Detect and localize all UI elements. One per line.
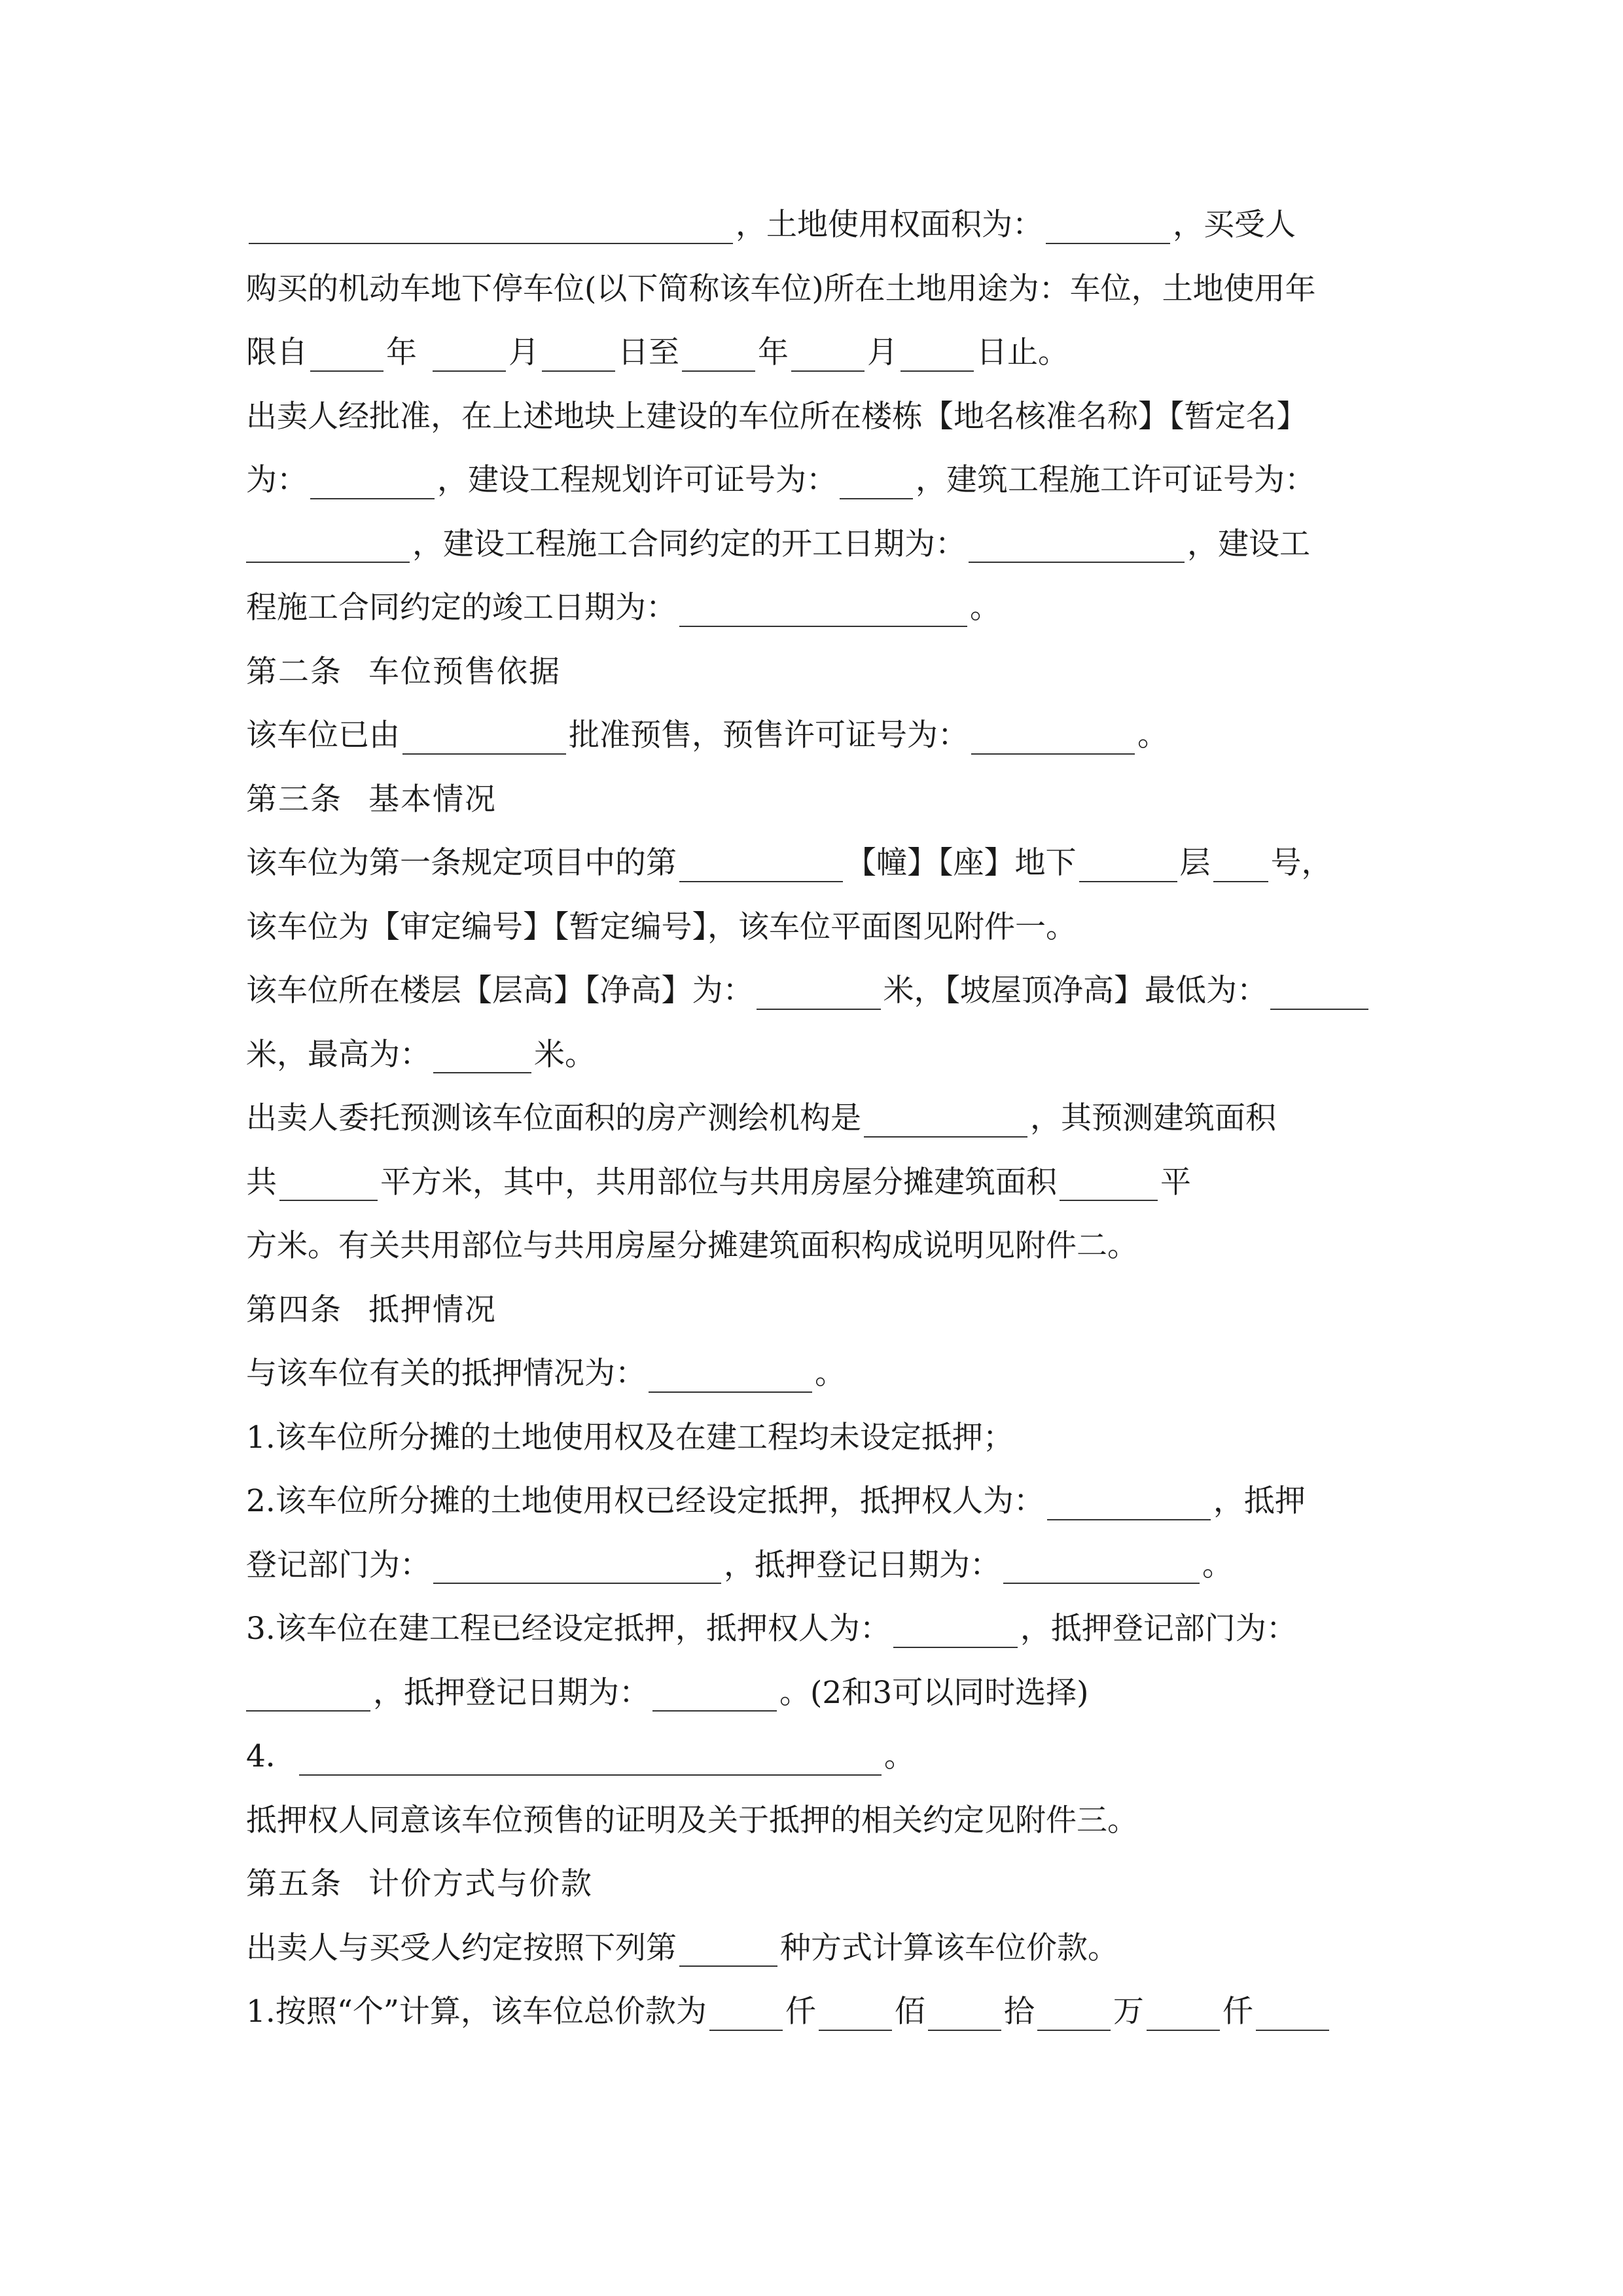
- paragraph-line: [246, 321, 1382, 385]
- paragraph-line: [246, 1469, 1382, 1534]
- fill-blank[interactable]: [1147, 1993, 1220, 2031]
- fill-blank[interactable]: [246, 1674, 370, 1712]
- text-segment: 【幢】【座】地下: [846, 845, 1077, 881]
- text-segment: ，抵押: [1213, 1483, 1306, 1519]
- paragraph-line: [246, 1023, 1382, 1087]
- text-segment: 出卖人与买受人约定按照下列第: [246, 1929, 677, 1966]
- fill-blank[interactable]: [1047, 1482, 1211, 1520]
- text-segment: 该车位为【审定编号】【暂定编号】，该车位平面图见附件一。: [246, 908, 1077, 945]
- text-segment: 佰: [894, 1994, 925, 2030]
- text-segment: ，建设工程规划许可证号为：: [437, 462, 837, 498]
- text-segment: 米，【坡屋顶净高】最低为：: [883, 973, 1268, 1009]
- document-page: [246, 193, 1382, 2044]
- fill-blank[interactable]: [249, 206, 733, 244]
- section-heading: [246, 1278, 1382, 1342]
- fill-blank[interactable]: [1003, 1546, 1200, 1584]
- paragraph-line: [246, 257, 1382, 321]
- text-segment: 与该车位有关的抵押情况为：: [246, 1355, 646, 1391]
- text-segment: ，抵押登记日期为：: [373, 1674, 650, 1711]
- section-heading: [246, 768, 1382, 832]
- text-segment: 日至: [618, 334, 679, 370]
- fill-blank[interactable]: [864, 1100, 1027, 1138]
- fill-blank[interactable]: [1213, 844, 1268, 882]
- text-segment: ，抵押登记部门为：: [1020, 1611, 1297, 1647]
- paragraph-line: [246, 1661, 1382, 1725]
- paragraph-line: [246, 831, 1382, 895]
- text-segment: 该车位已由: [246, 717, 400, 753]
- text-segment: 抵押权人同意该车位预售的证明及关于抵押的相关约定见附件三。: [246, 1802, 1138, 1839]
- section-number: 第四条: [246, 1291, 342, 1328]
- fill-blank[interactable]: [542, 334, 615, 372]
- text-segment: 万: [1113, 1994, 1144, 2030]
- text-segment: 。: [1137, 717, 1168, 753]
- fill-blank[interactable]: [819, 1993, 892, 2031]
- section-number: 第二条: [246, 653, 342, 690]
- section-heading: [246, 640, 1382, 704]
- text-segment: 仟: [785, 1994, 816, 2030]
- text-segment: 程施工合同约定的竣工日期为：: [246, 590, 677, 626]
- paragraph-line: [246, 512, 1382, 577]
- text-segment: 年: [386, 334, 417, 370]
- text-segment: ，其预测建筑面积: [1030, 1100, 1276, 1136]
- fill-blank[interactable]: [679, 1929, 777, 1967]
- paragraph-line: [246, 1406, 1382, 1470]
- text-segment: 批准预售，预售许可证号为：: [569, 717, 969, 753]
- section-title: 车位预售依据: [368, 653, 561, 690]
- text-segment: 层: [1179, 845, 1211, 881]
- text-segment: 号，: [1270, 845, 1332, 881]
- text-segment: 日止。: [976, 334, 1069, 370]
- fill-blank[interactable]: [1037, 1993, 1111, 2031]
- fill-blank[interactable]: [928, 1993, 1001, 2031]
- text-segment: 该车位为第一条规定项目中的第: [246, 845, 677, 881]
- text-segment: 限自: [246, 334, 308, 370]
- fill-blank[interactable]: [901, 334, 974, 372]
- paragraph-line: [246, 1534, 1382, 1598]
- fill-blank[interactable]: [971, 717, 1135, 755]
- section-title: 计价方式与价款: [368, 1866, 593, 1902]
- paragraph-line: [246, 959, 1382, 1023]
- fill-blank[interactable]: [246, 525, 410, 563]
- text-segment: 购买的机动车地下停车位(以下简称该车位)所在土地用途为：车位，土地使用年: [246, 270, 1316, 307]
- text-segment: 仟: [1222, 1994, 1253, 2030]
- paragraph-line: [246, 1980, 1382, 2044]
- text-segment: 。(2和3可以同时选择): [779, 1674, 1089, 1711]
- fill-blank[interactable]: [1079, 844, 1177, 882]
- paragraph-line: [246, 895, 1382, 960]
- text-segment: 共: [246, 1164, 277, 1200]
- section-number: 第五条: [246, 1866, 342, 1902]
- paragraph-line: [246, 576, 1382, 640]
- text-segment: 米。: [534, 1036, 596, 1073]
- text-segment: 平: [1160, 1164, 1191, 1200]
- paragraph-line: [246, 385, 1382, 449]
- paragraph-line: [246, 1916, 1382, 1981]
- text-segment: 月: [867, 334, 898, 370]
- fill-blank[interactable]: [433, 1035, 531, 1073]
- paragraph-line: [246, 193, 1382, 257]
- fill-blank[interactable]: [310, 461, 435, 499]
- fill-blank[interactable]: [840, 461, 913, 499]
- text-segment: 该车位所在楼层【层高】【净高】为：: [246, 973, 754, 1009]
- text-segment: 出卖人委托预测该车位面积的房产测绘机构是: [246, 1100, 861, 1136]
- text-segment: 1.该车位所分摊的土地使用权及在建工程均未设定抵押；: [246, 1419, 1014, 1456]
- fill-blank[interactable]: [649, 1355, 812, 1393]
- paragraph-line: [246, 448, 1382, 512]
- paragraph-line: [246, 1214, 1382, 1278]
- fill-blank[interactable]: [893, 1610, 1018, 1648]
- paragraph-line: [246, 704, 1382, 768]
- text-segment: 登记部门为：: [246, 1547, 431, 1583]
- paragraph-line: [246, 1342, 1382, 1406]
- fill-blank[interactable]: [310, 334, 383, 372]
- paragraph-line: [246, 1597, 1382, 1661]
- text-segment: 。: [1202, 1547, 1233, 1583]
- section-number: 第三条: [246, 781, 342, 817]
- fill-blank[interactable]: [1270, 972, 1368, 1010]
- fill-blank[interactable]: [969, 525, 1185, 563]
- text-segment: 方米。有关共用部位与共用房屋分摊建筑面积构成说明见附件二。: [246, 1228, 1138, 1264]
- text-segment: 4．: [246, 1738, 296, 1774]
- fill-blank[interactable]: [757, 972, 881, 1010]
- text-segment: 。: [815, 1355, 846, 1391]
- fill-blank[interactable]: [652, 1674, 777, 1712]
- text-segment: 平方米，其中，共用部位与共用房屋分摊建筑面积: [380, 1164, 1057, 1200]
- fill-blank[interactable]: [679, 589, 967, 627]
- text-segment: 种方式计算该车位价款。: [780, 1929, 1118, 1966]
- text-segment: ，买受人: [1173, 207, 1296, 243]
- fill-blank[interactable]: [299, 1738, 882, 1776]
- text-segment: 年: [758, 334, 789, 370]
- text-segment: ，建筑工程施工许可证号为：: [916, 462, 1315, 498]
- fill-blank[interactable]: [433, 334, 506, 372]
- text-segment: 2.该车位所分摊的土地使用权已经设定抵押，抵押权人为：: [246, 1483, 1044, 1519]
- fill-blank[interactable]: [682, 334, 755, 372]
- text-segment: 3.该车位在建工程已经设定抵押，抵押权人为：: [246, 1611, 891, 1647]
- fill-blank[interactable]: [1060, 1163, 1158, 1201]
- text-segment: 出卖人经批准，在上述地块上建设的车位所在楼栋【地名核准名称】【暂定名】: [246, 398, 1308, 435]
- text-segment: 1.按照“个”计算，该车位总价款为: [246, 1994, 707, 2030]
- text-segment: 月: [508, 334, 539, 370]
- text-segment: ，建设工: [1187, 526, 1310, 562]
- section-title: 基本情况: [368, 781, 497, 817]
- text-segment: ，建设工程施工合同约定的开工日期为：: [412, 526, 966, 562]
- fill-blank[interactable]: [679, 844, 843, 882]
- text-segment: 为：: [246, 462, 308, 498]
- fill-blank[interactable]: [791, 334, 865, 372]
- text-segment: ，抵押登记日期为：: [724, 1547, 1001, 1583]
- fill-blank[interactable]: [279, 1163, 378, 1201]
- paragraph-line: [246, 1789, 1382, 1853]
- text-segment: 米，最高为：: [246, 1036, 431, 1073]
- section-title: 抵押情况: [368, 1291, 497, 1328]
- paragraph-line: [246, 1725, 1382, 1789]
- text-segment: 。: [970, 590, 1001, 626]
- fill-blank[interactable]: [1046, 206, 1170, 244]
- text-segment: 拾: [1003, 1994, 1035, 2030]
- fill-blank[interactable]: [1256, 1993, 1329, 2031]
- fill-blank[interactable]: [433, 1546, 721, 1584]
- text-segment: ，土地使用权面积为：: [736, 207, 1043, 243]
- section-heading: [246, 1852, 1382, 1916]
- text-segment: 。: [883, 1738, 915, 1774]
- paragraph-line: [246, 1086, 1382, 1151]
- fill-blank[interactable]: [402, 717, 566, 755]
- fill-blank[interactable]: [709, 1993, 783, 2031]
- paragraph-line: [246, 1151, 1382, 1215]
